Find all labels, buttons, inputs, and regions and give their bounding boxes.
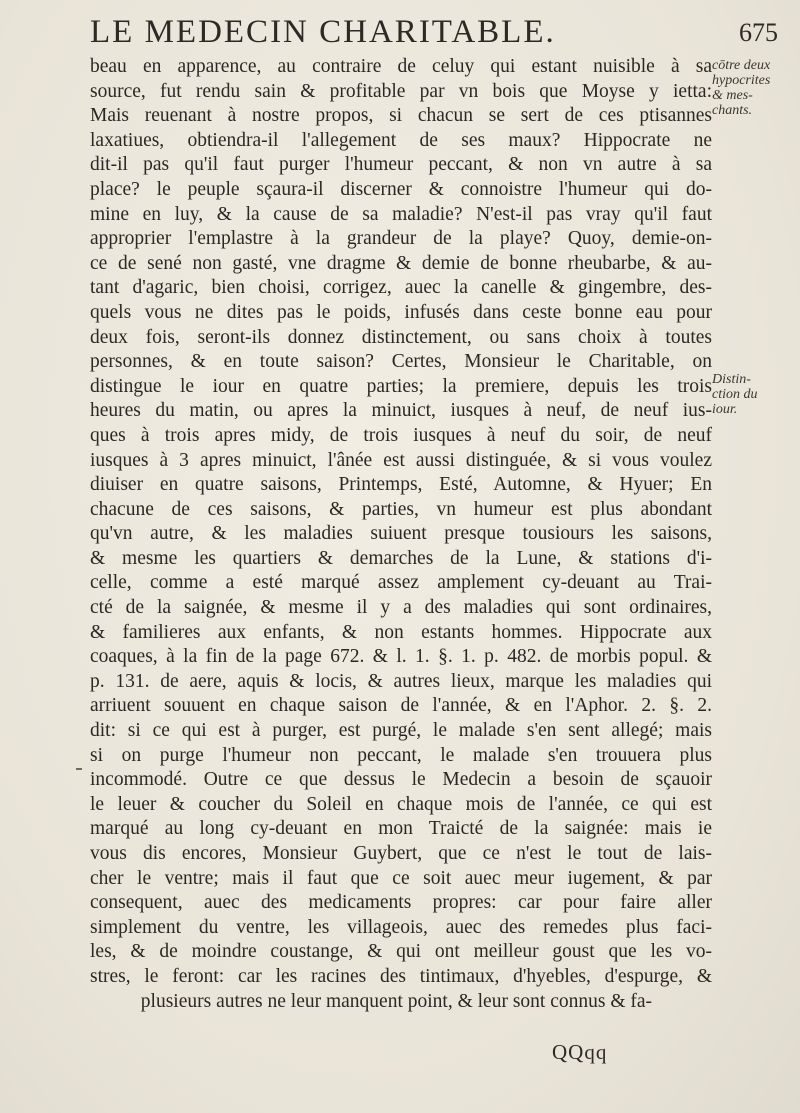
text-line: cté de la saignée, & mesme il y a des maladies qui sont ordinaires, <box>90 597 712 619</box>
text-line: dit-il pas qu'il faut purger l'humeur peccant, & non vn autre à sa <box>90 154 712 176</box>
text-line: incommodé. Outre ce que dessus le Medecin a besoin de sçauoir <box>90 769 712 791</box>
text-line: celle, comme a esté marqué assez amplement cy-deuant au Trai- <box>90 572 712 594</box>
text-line: marqué au long cy-deuant en mon Traicté de la saignée: mais ie <box>90 818 712 840</box>
text-line: beau en apparence, au contraire de celuy qui estant nuisible à sa <box>90 56 712 77</box>
margin-note-distinction <box>712 372 798 417</box>
text-line: qu'vn autre, & les maladies suiuent presque tousiours les saisons, <box>90 523 712 545</box>
margin-note-line: Distin- <box>712 372 751 387</box>
text-line: & mesme les quartiers & demarches de la Lune, & stations d'i- <box>90 547 712 569</box>
text-line: les, & de moindre coustange, & qui ont meilleur goust que les vo- <box>90 941 712 963</box>
text-line: Mais reuenant à nostre propos, si chacun se sert de ces ptisannes <box>90 105 712 127</box>
text-line: approprier l'emplastre à la grandeur de la playe? Quoy, demie-on- <box>90 228 712 250</box>
text-line: & familieres aux enfants, & non estants hommes. Hippocrate aux <box>90 621 712 643</box>
text-line: quels vous ne dites pas le poids, infusés dans ceste bonne eau pour <box>90 301 712 323</box>
text-line: simplement du ventre, les villageois, auec des remedes plus faci- <box>90 916 712 938</box>
margin-note-line: & mes- <box>712 88 753 103</box>
margin-note-line: hypocrites <box>712 73 771 88</box>
text-line: deux fois, seront-ils donnez distinctement, ou sans choix à toutes <box>90 326 712 348</box>
text-line: source, fut rendu sain & profitable par vn bois que Moyse y ietta: <box>90 80 712 102</box>
margin-tick-mark <box>76 768 82 770</box>
text-line: plusieurs autres ne leur manquent point, & leur sont connus & fa- <box>140 990 652 1012</box>
margin-note-line: cōtre deux <box>712 58 771 73</box>
text-line: coaques, à la fin de la page 672. & l. 1. §. 1. p. 482. de morbis popul. & <box>90 646 712 668</box>
margin-note-line: iour. <box>712 402 738 417</box>
text-line: iusques à 3 apres minuict, l'ânée est aussi distinguée, & si vous voulez <box>90 449 712 471</box>
text-line: le leuer & coucher du Soleil en chaque mois de l'année, ce qui est <box>90 793 712 815</box>
text-line: ques à trois apres midy, de trois iusques à neuf du soir, de neuf <box>90 424 712 446</box>
text-line: arriuent souuent en chaque saison de l'année, & en l'Aphor. 2. §. 2. <box>90 695 712 717</box>
text-line: place? le peuple sçaura-il discerner & connoistre l'humeur qui do- <box>90 178 712 200</box>
text-line: diuiser en quatre saisons, Printemps, Esté, Automne, & Hyuer; En <box>90 474 712 496</box>
body-text <box>90 55 712 1014</box>
page-header <box>90 14 790 50</box>
text-line: ce de sené non gasté, vne dragme & demie de bonne rheubarbe, & au- <box>90 252 712 274</box>
text-line: tant d'agaric, bien choisi, corrigez, auec la canelle & gingembre, des- <box>90 277 712 299</box>
text-line: laxatiues, obtiendra-il l'allegement de ses maux? Hippocrate ne <box>90 129 712 151</box>
margin-note-hypocrites <box>712 58 798 118</box>
page-number: 675 <box>739 18 778 47</box>
text-line: consequent, auec des medicaments propres: car pour faire aller <box>90 892 712 914</box>
text-line: stres, le feront: car les racines des tintimaux, d'hyebles, d'espurge, & <box>90 965 712 987</box>
text-line: chacune de ces saisons, & parties, vn humeur est plus abondant <box>90 498 712 520</box>
text-line: si on purge l'humeur non peccant, le malade s'en trouuera plus <box>90 744 712 766</box>
text-line: cher le ventre; mais il faut que ce soit auec meur iugement, & par <box>90 867 712 889</box>
margin-note-line: chants. <box>712 103 753 118</box>
margin-note-line: ction du <box>712 387 758 402</box>
text-line: vous dis encores, Monsieur Guybert, que ce n'est le tout de lais- <box>90 843 712 864</box>
text-line: p. 131. de aere, aquis & locis, & autres lieux, marque les maladies qui <box>90 670 712 692</box>
text-line: dit: si ce qui est à purger, est purgé, le malade s'en sent allegé; mais <box>90 720 712 742</box>
running-title: LE MEDECIN CHARITABLE. <box>90 14 556 50</box>
text-line: heures du matin, ou apres la minuict, iusques à neuf, de neuf ius- <box>90 400 712 422</box>
text-line: mine en luy, & la cause de sa maladie? N'est-il pas vray qu'il faut <box>90 203 712 225</box>
text-line: distingue le iour en quatre parties; la premiere, depuis les trois <box>90 375 712 397</box>
catchword-signature: QQqq <box>552 1040 608 1064</box>
text-line: personnes, & en toute saison? Certes, Monsieur le Charitable, on <box>90 351 712 373</box>
